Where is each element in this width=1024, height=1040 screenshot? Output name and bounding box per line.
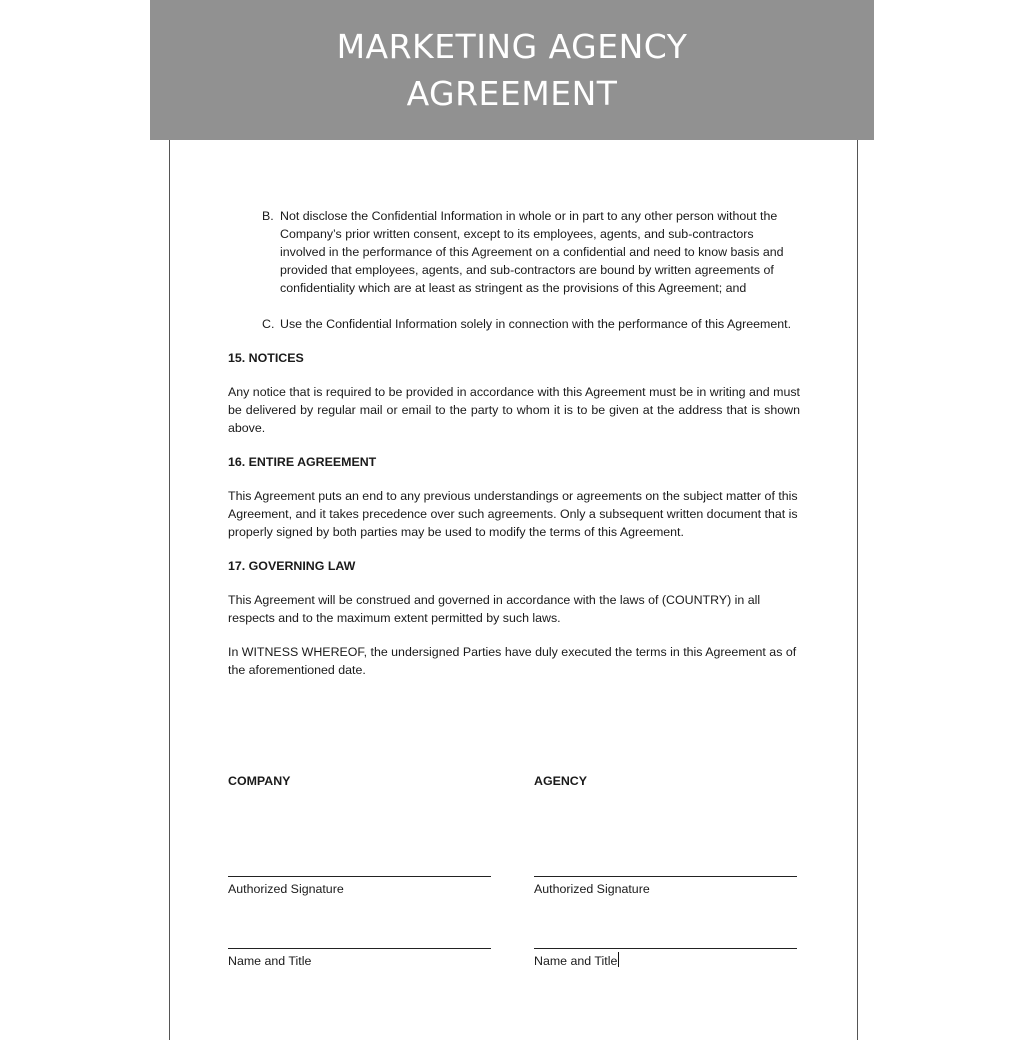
company-signature-line[interactable] [228, 876, 491, 877]
company-signature-label: Authorized Signature [228, 882, 344, 896]
section-heading-governing-law: 17. GOVERNING LAW [228, 559, 356, 573]
clause-b [228, 207, 800, 297]
section-text-notices: Any notice that is required to be provided in accordance with this Agreement must be in writing and must be delivered by regular mail or email to the party to whom it is to be given at the address that is shown above. [228, 385, 800, 435]
signature-block [228, 772, 800, 972]
agency-signature-column [534, 772, 797, 968]
clause-b-text: Not disclose the Confidential Information in whole or in part to any other person without the Company’s prior written consent, except to its employees, agents, and sub-contractors involved in the performance of this Agreement on a confidential and need to know basis and provided that employees, agents, and sub-contractors are bound by written agreements of confidentiality which are at least as stringent as the provisions of this Agreement; and [280, 209, 784, 295]
section-text-entire-agreement: This Agreement puts an end to any previous understandings or agreements on the subject matter of this Agreement, and it takes precedence over such agreements. Only a subsequent written document that is properly signed by both parties may be used to modify the terms of this Agreement. [228, 489, 798, 539]
title-banner [150, 0, 874, 140]
clause-c-text: Use the Confidential Information solely in connection with the performance of this Agreement. [280, 317, 792, 331]
clause-c-marker: C. [262, 317, 275, 331]
company-title: COMPANY [228, 774, 291, 788]
agency-name-line[interactable] [534, 948, 797, 949]
witness-statement: In WITNESS WHEREOF, the undersigned Parties have duly executed the terms in this Agreement as of the aforementioned date. [228, 645, 797, 677]
document-body [228, 207, 800, 679]
section-heading-notices: 15. NOTICES [228, 351, 304, 365]
clause-c [228, 315, 800, 333]
agency-title: AGENCY [534, 774, 588, 788]
agency-signature-line[interactable] [534, 876, 797, 877]
clause-b-marker: B. [262, 209, 274, 223]
text-cursor [618, 952, 619, 967]
agency-name-label-wrap [534, 952, 619, 970]
section-text-governing-law: This Agreement will be construed and governed in accordance with the laws of (COUNTRY) in all respects and to the maximum extent permitted by such laws. [228, 593, 761, 625]
section-heading-entire-agreement: 16. ENTIRE AGREEMENT [228, 455, 377, 469]
company-name-line[interactable] [228, 948, 491, 949]
banner-title-line-1: MARKETING AGENCY [336, 27, 688, 66]
agency-name-label: Name and Title [534, 954, 618, 968]
agency-signature-label: Authorized Signature [534, 882, 650, 896]
banner-title-line-2: AGREEMENT [406, 74, 618, 113]
company-name-label: Name and Title [228, 954, 312, 968]
company-signature-column [228, 772, 491, 968]
